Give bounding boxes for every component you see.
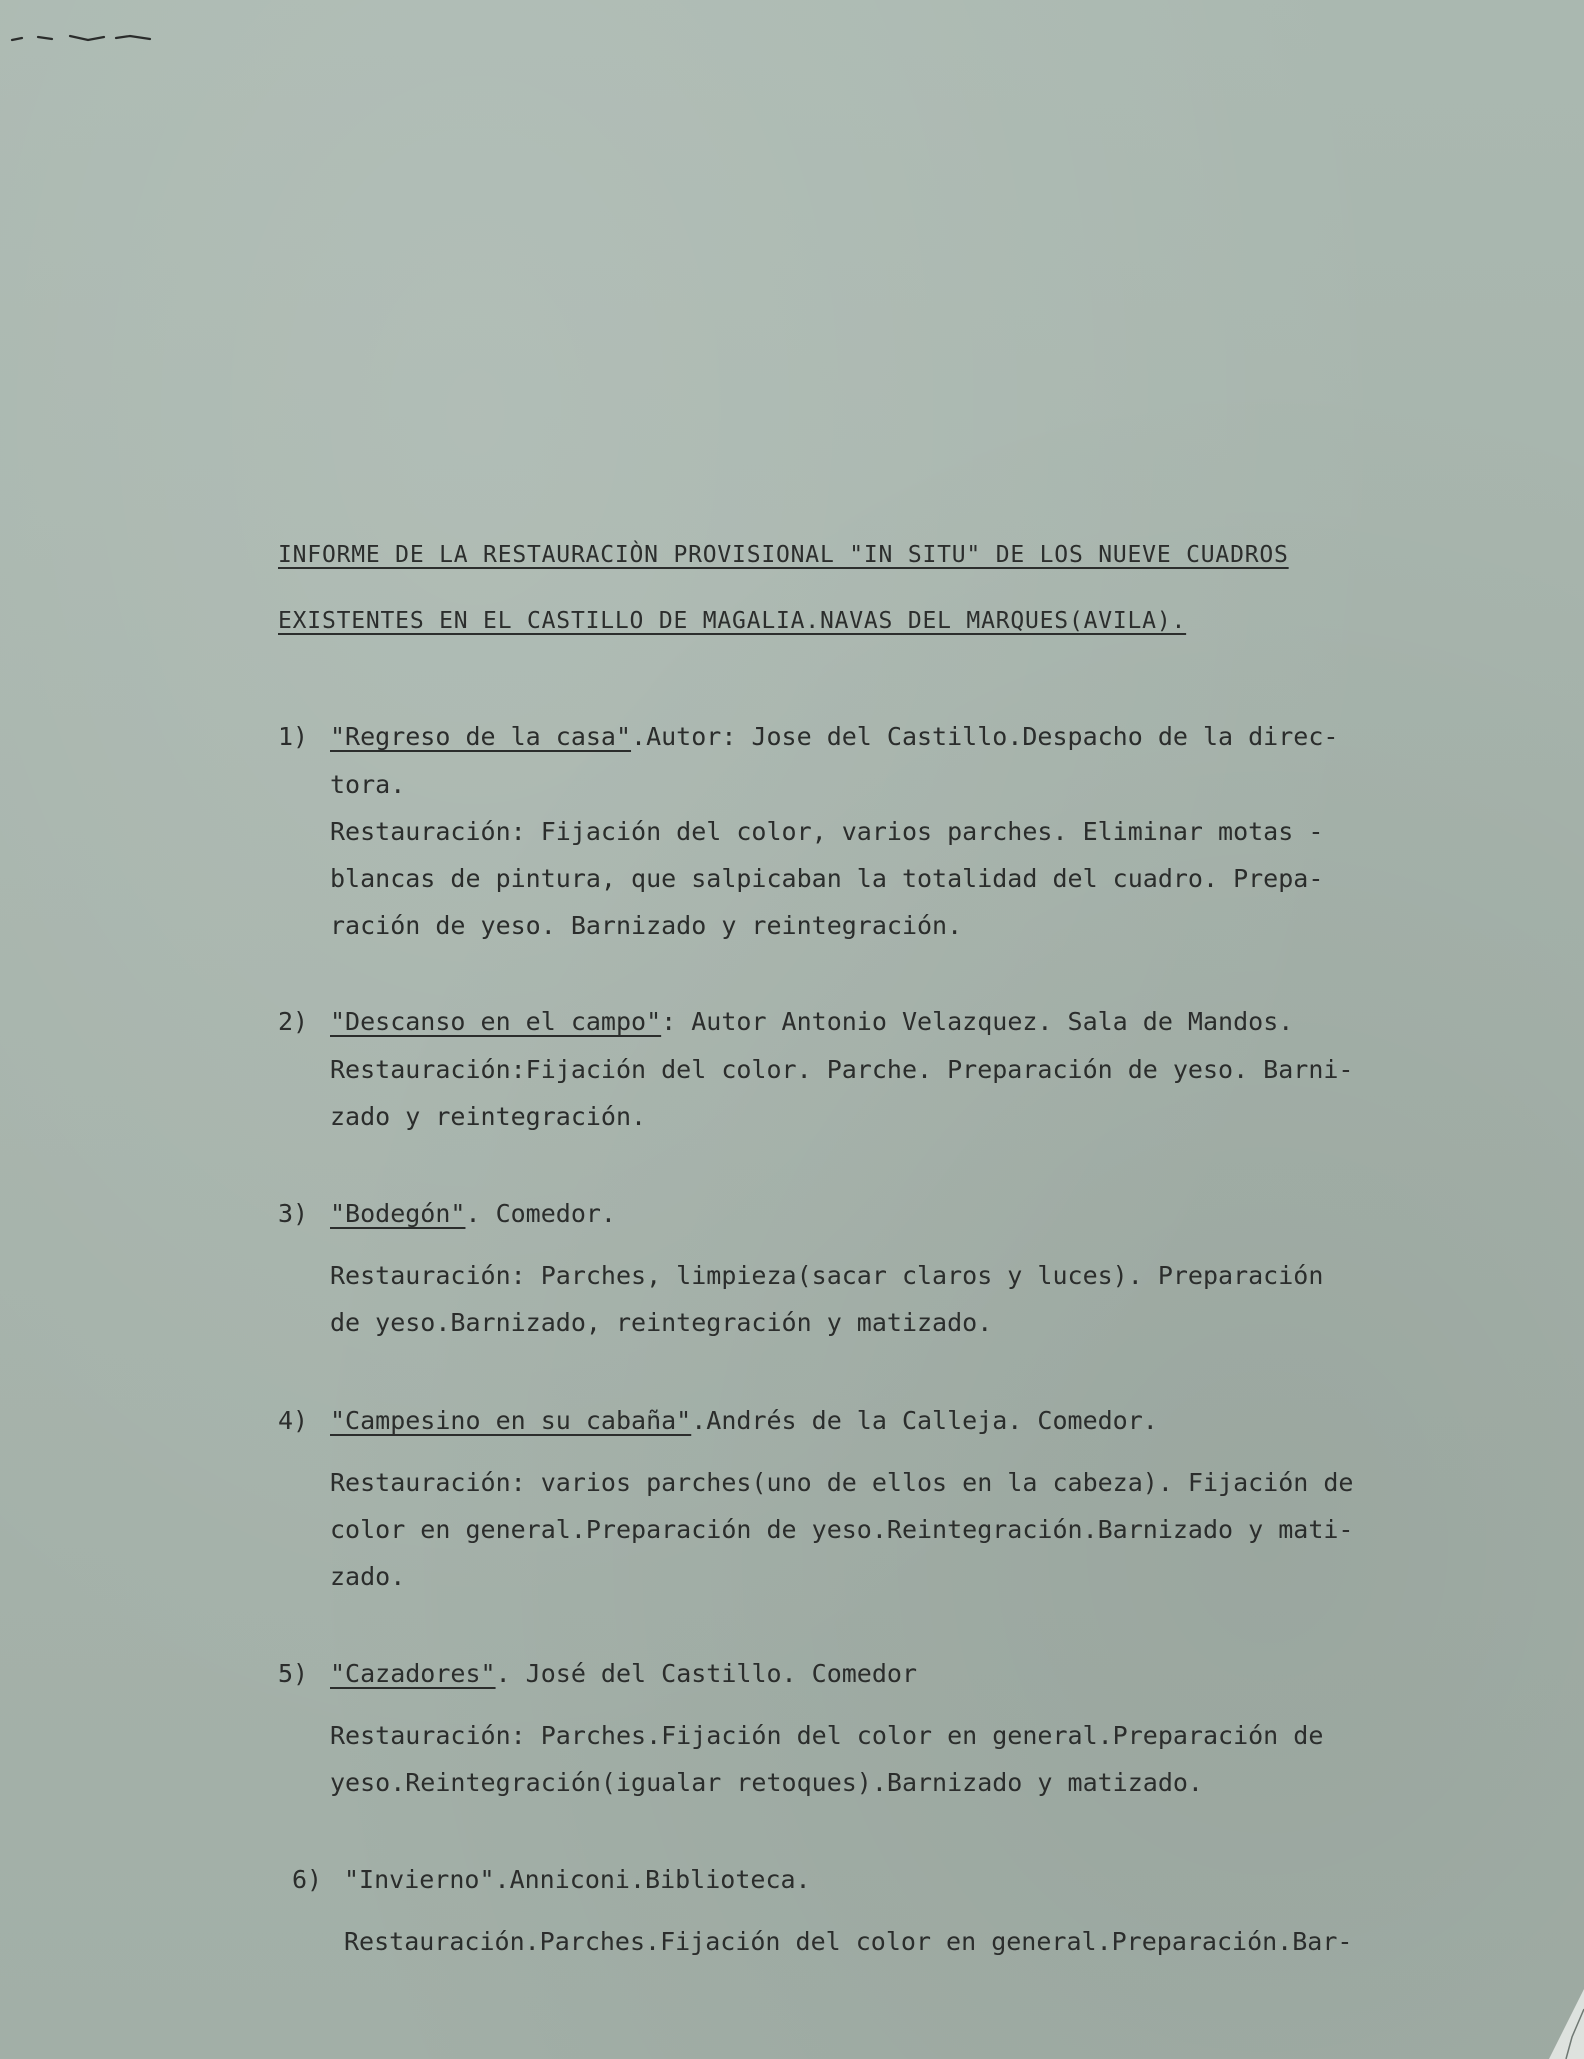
entry-heading [278,998,1478,1046]
entry-body [278,1459,1478,1600]
body-line: zado. [330,1562,406,1591]
entry-heading [278,1190,1478,1238]
page-edge-wear [1494,1969,1584,2059]
work-title: "Invierno" [344,1865,495,1894]
body-line: Restauración.Parches.Fijación del color en general.Preparación.Bar- [344,1927,1353,1956]
body-line: yeso.Reintegración(igualar retoques).Barnizado y matizado. [330,1768,1203,1797]
body-line: ración de yeso. Barnizado y reintegración. [330,911,963,940]
work-title: "Descanso en el campo" [330,1007,662,1036]
entry-5 [278,1650,1478,1806]
entry-heading-rest: . José del Castillo. Comedor [495,1659,918,1688]
entry-heading-rest: . Comedor. [465,1199,616,1228]
work-title: "Bodegón" [330,1199,466,1228]
body-line: Restauración: Parches, limpieza(sacar claros y luces). Preparación [330,1261,1324,1290]
body-line: Restauración: Fijación del color, varios parches. Eliminar motas - [330,817,1324,846]
entry-heading [278,1397,1478,1445]
entry-4 [278,1397,1478,1600]
entry-1 [278,713,1478,949]
body-line: blancas de pintura, que salpicaban la totalidad del cuadro. Prepa- [330,864,1324,893]
entry-heading-rest: .Andrés de la Calleja. Comedor. [691,1406,1158,1435]
entry-number: 5) [278,1659,309,1688]
body-line: de yeso.Barnizado, reintegración y matizado. [330,1308,993,1337]
entry-body [278,1252,1478,1346]
title-line-1: INFORME DE LA RESTAURACIÒN PROVISIONAL "IN SITU" DE LOS NUEVE CUADROS [278,542,1289,568]
entry-number: 2) [278,1007,309,1036]
body-line: tora. [330,770,406,799]
report-title [278,522,1478,654]
entry-heading-rest: .Anniconi.Biblioteca. [494,1865,811,1894]
entry-body [278,1712,1478,1806]
entry-heading-rest: : Autor Antonio Velazquez. Sala de Mandos. [661,1007,1294,1036]
entry-body [278,1046,1478,1140]
body-line: color en general.Preparación de yeso.Reintegración.Barnizado y mati- [330,1515,1354,1544]
body-line: Restauración:Fijación del color. Parche. Preparación de yeso. Barni- [330,1055,1354,1084]
title-line-2: EXISTENTES EN EL CASTILLO DE MAGALIA.NAVAS DEL MARQUES(AVILA). [278,608,1187,634]
entry-heading [278,713,1478,761]
entry-6 [292,1856,1492,1965]
work-title: "Regreso de la casa" [330,722,632,751]
entry-body [278,761,1478,949]
entry-heading-rest: .Autor: Jose del Castillo.Despacho de la direc- [631,722,1339,751]
work-title: "Campesino en su cabaña" [330,1406,692,1435]
entry-2 [278,998,1478,1140]
entry-body [292,1918,1492,1965]
corner-ink-mark [8,30,158,46]
entry-number: 6) [292,1865,323,1894]
entry-heading [292,1856,1492,1904]
body-line: Restauración: varios parches(uno de ellos en la cabeza). Fijación de [330,1468,1354,1497]
entry-number: 4) [278,1406,309,1435]
entry-heading [278,1650,1478,1698]
entry-number: 1) [278,722,309,751]
body-line: zado y reintegración. [330,1102,647,1131]
entry-3 [278,1190,1478,1346]
entry-number: 3) [278,1199,309,1228]
body-line: Restauración: Parches.Fijación del color en general.Preparación de [330,1721,1324,1750]
work-title: "Cazadores" [330,1659,496,1688]
